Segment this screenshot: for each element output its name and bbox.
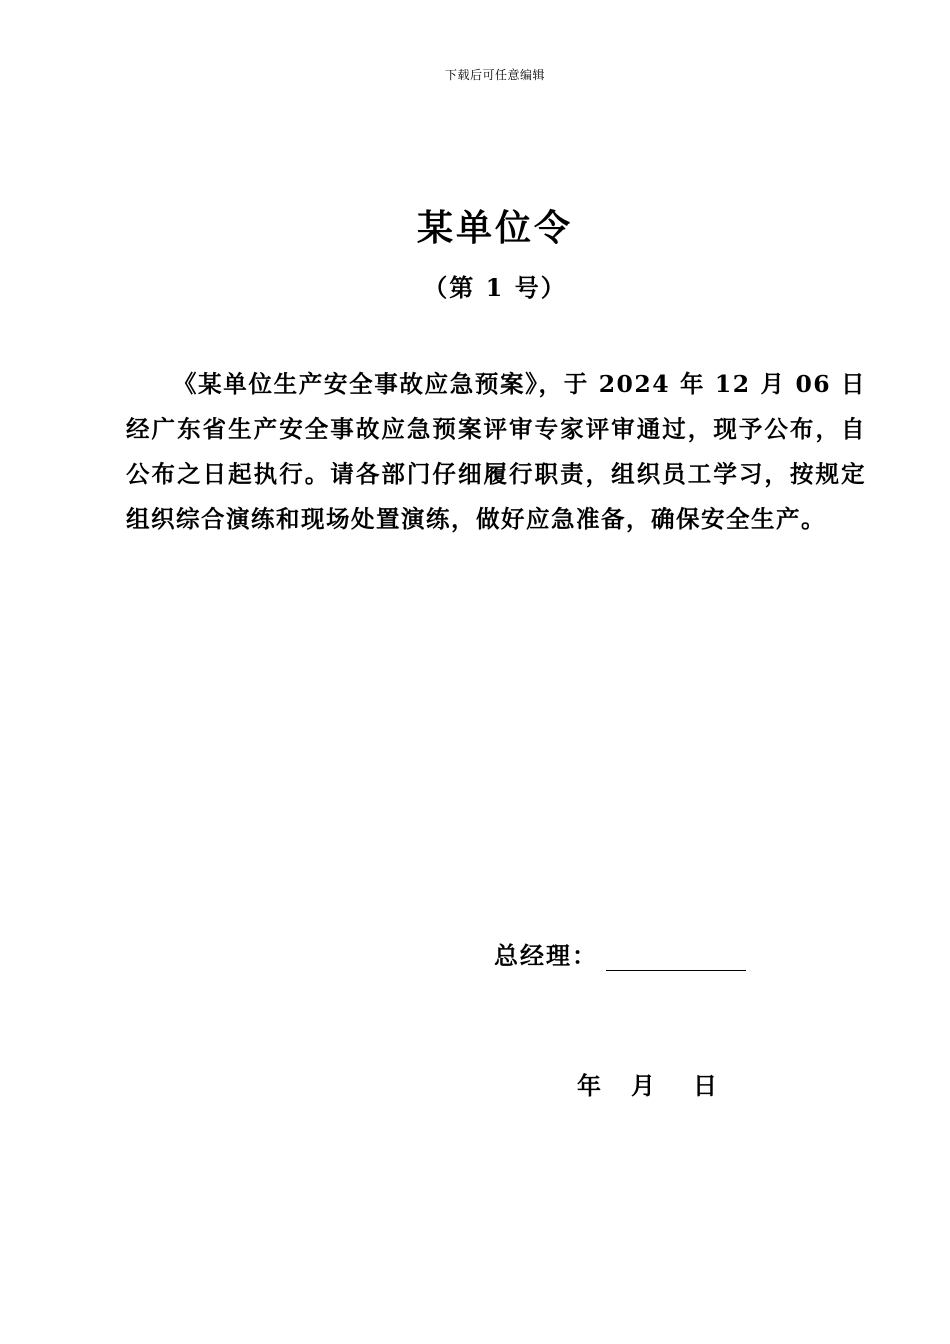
document-title: 某单位令 bbox=[416, 207, 573, 249]
order-number: （第 1 号） bbox=[423, 273, 567, 302]
signature-block bbox=[494, 936, 746, 971]
signature-line bbox=[606, 938, 746, 971]
date-month-label: 月 bbox=[631, 1071, 655, 1100]
date-day-label: 日 bbox=[693, 1071, 717, 1100]
signature-label: 总经理： bbox=[494, 941, 598, 970]
header-note: 下载后可任意编辑 bbox=[444, 68, 545, 82]
date-block bbox=[577, 1066, 723, 1101]
body-paragraph: 《某单位生产安全事故应急预案》，于 2024 年 12 月 06 日经广东省生产安全事故应急预案评审专家评审通过，现予公布，自公布之日起执行。请各部门仔细履行职责，组织员工学习，按规定组织综合演练和现场处置演练，做好应急准备，确保安全生产。 bbox=[126, 370, 866, 533]
date-year-label: 年 bbox=[577, 1071, 601, 1100]
